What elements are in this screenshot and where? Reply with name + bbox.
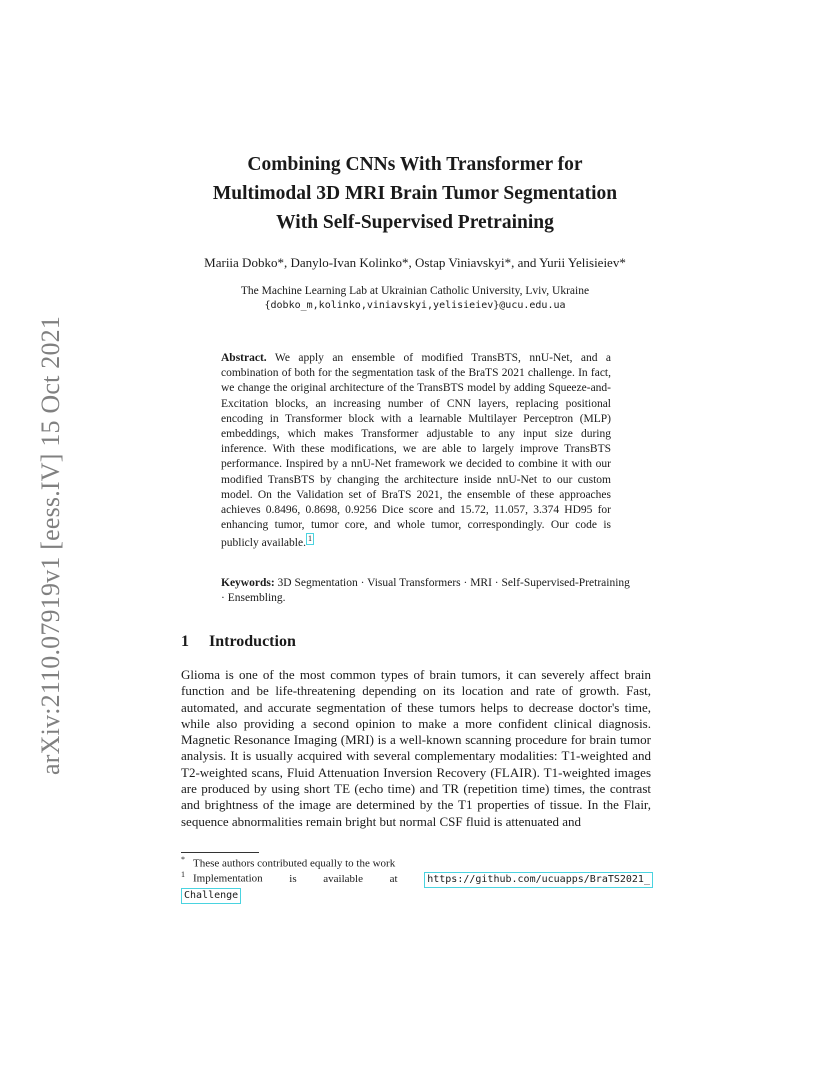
footnote-mark-1: 1 xyxy=(181,870,185,879)
github-link[interactable]: https://github.com/ucuapps/BraTS2021_ xyxy=(424,872,653,888)
title-line-2: Multimodal 3D MRI Brain Tumor Segmentation xyxy=(212,183,618,204)
footnote-word-available: available xyxy=(323,872,363,885)
footnote-rule xyxy=(181,852,259,853)
github-link-continued[interactable]: Challenge xyxy=(181,888,241,904)
paper-title xyxy=(160,150,670,237)
keywords-label: Keywords: xyxy=(221,577,275,589)
footnote-implementation-line xyxy=(181,871,653,888)
arxiv-identifier: arXiv:2110.07919v1 [eess.IV] 15 Oct 2021 xyxy=(36,315,65,775)
footnote-word-implementation: Implementation xyxy=(193,872,263,885)
keywords-text: 3D Segmentation · Visual Transformers · MRI · Self-Supervised-Pretraining · Ensembling. xyxy=(221,577,630,605)
abstract xyxy=(221,351,611,551)
section-title: Introduction xyxy=(209,633,296,650)
author-list: Mariia Dobko*, Danylo-Ivan Kolinko*, Ostap Viniavskyi*, and Yurii Yelisieiev* xyxy=(204,255,626,270)
footnote-equal-contribution xyxy=(181,856,653,871)
footnote-ref-link[interactable]: 1 xyxy=(307,534,312,544)
footnote-word-at: at xyxy=(389,872,398,885)
title-line-3: With Self-Supervised Pretraining xyxy=(276,212,554,233)
author-emails: {dobko_m,kolinko,viniavskyi,yelisieiev}@ucu.edu.ua xyxy=(264,300,566,311)
abstract-text: We apply an ensemble of modified TransBTS, nnU-Net, and a combination of both for the segmentation task of the BraTS 2021 challenge. In fact, we change the original architecture of the TransBTS model by adding Squeeze-and-Excitation blocks, an increasing number of CNN layers, replacing positional encoding in Transformer block with a learnable Multilayer Perceptron (MLP) embeddings, which makes Transformer adjustable to any input size during inference. With these modifications, we are able to largely improve TransBTS performance. Inspired by a nnU-Net framework we decided to combine it with our modified TransBTS by changing the architecture inside nnU-Net to our custom model. On the Validation set of BraTS 2021, the ensemble of these approaches achieves 0.8496, 0.8698, 0.9256 Dice score and 15.72, 11.057, 3.374 HD95 for enhancing tumor, tumor core, and whole tumor, correspondingly. Our code is publicly available. xyxy=(221,352,612,550)
affiliation: The Machine Learning Lab at Ukrainian Catholic University, Lviv, Ukraine xyxy=(240,285,590,297)
abstract-label: Abstract. xyxy=(221,352,267,364)
footnote-mark-1-group xyxy=(181,871,263,886)
section-heading-introduction xyxy=(181,633,296,651)
footnote-mark-star: * xyxy=(181,855,185,864)
title-line-1: Combining CNNs With Transformer for xyxy=(247,154,583,175)
introduction-paragraph: Glioma is one of the most common types of brain tumors, it can severely affect brain function and be life-threatening depending on its location and rate of growth. Fast, automated, and accurate segmentation of these tumors helps to decrease doctor's time, while also providing a second opinion to make a more confident clinical diagnosis. Magnetic Resonance Imaging (MRI) is a well-known scanning procedure for brain tumor analysis. It is usually acquired with several complementary modalities: T1-weighted and T2-weighted scans, Fluid Attenuation Inversion Recovery (FLAIR). T1-weighted images are produced by using short TE (echo time) and TR (repetition time) times, the contrast and brightness of the image are determined by the T1 properties of tissue. In the Flair, sequence abnormalities remain bright but normal CSF fluid is attenuated and xyxy=(181,667,651,829)
keywords xyxy=(221,576,631,606)
footnote-text-1: These authors contributed equally to the work xyxy=(193,857,396,870)
footnote-implementation xyxy=(181,871,653,904)
footnote-word-is: is xyxy=(289,872,297,885)
section-number: 1 xyxy=(181,633,189,650)
